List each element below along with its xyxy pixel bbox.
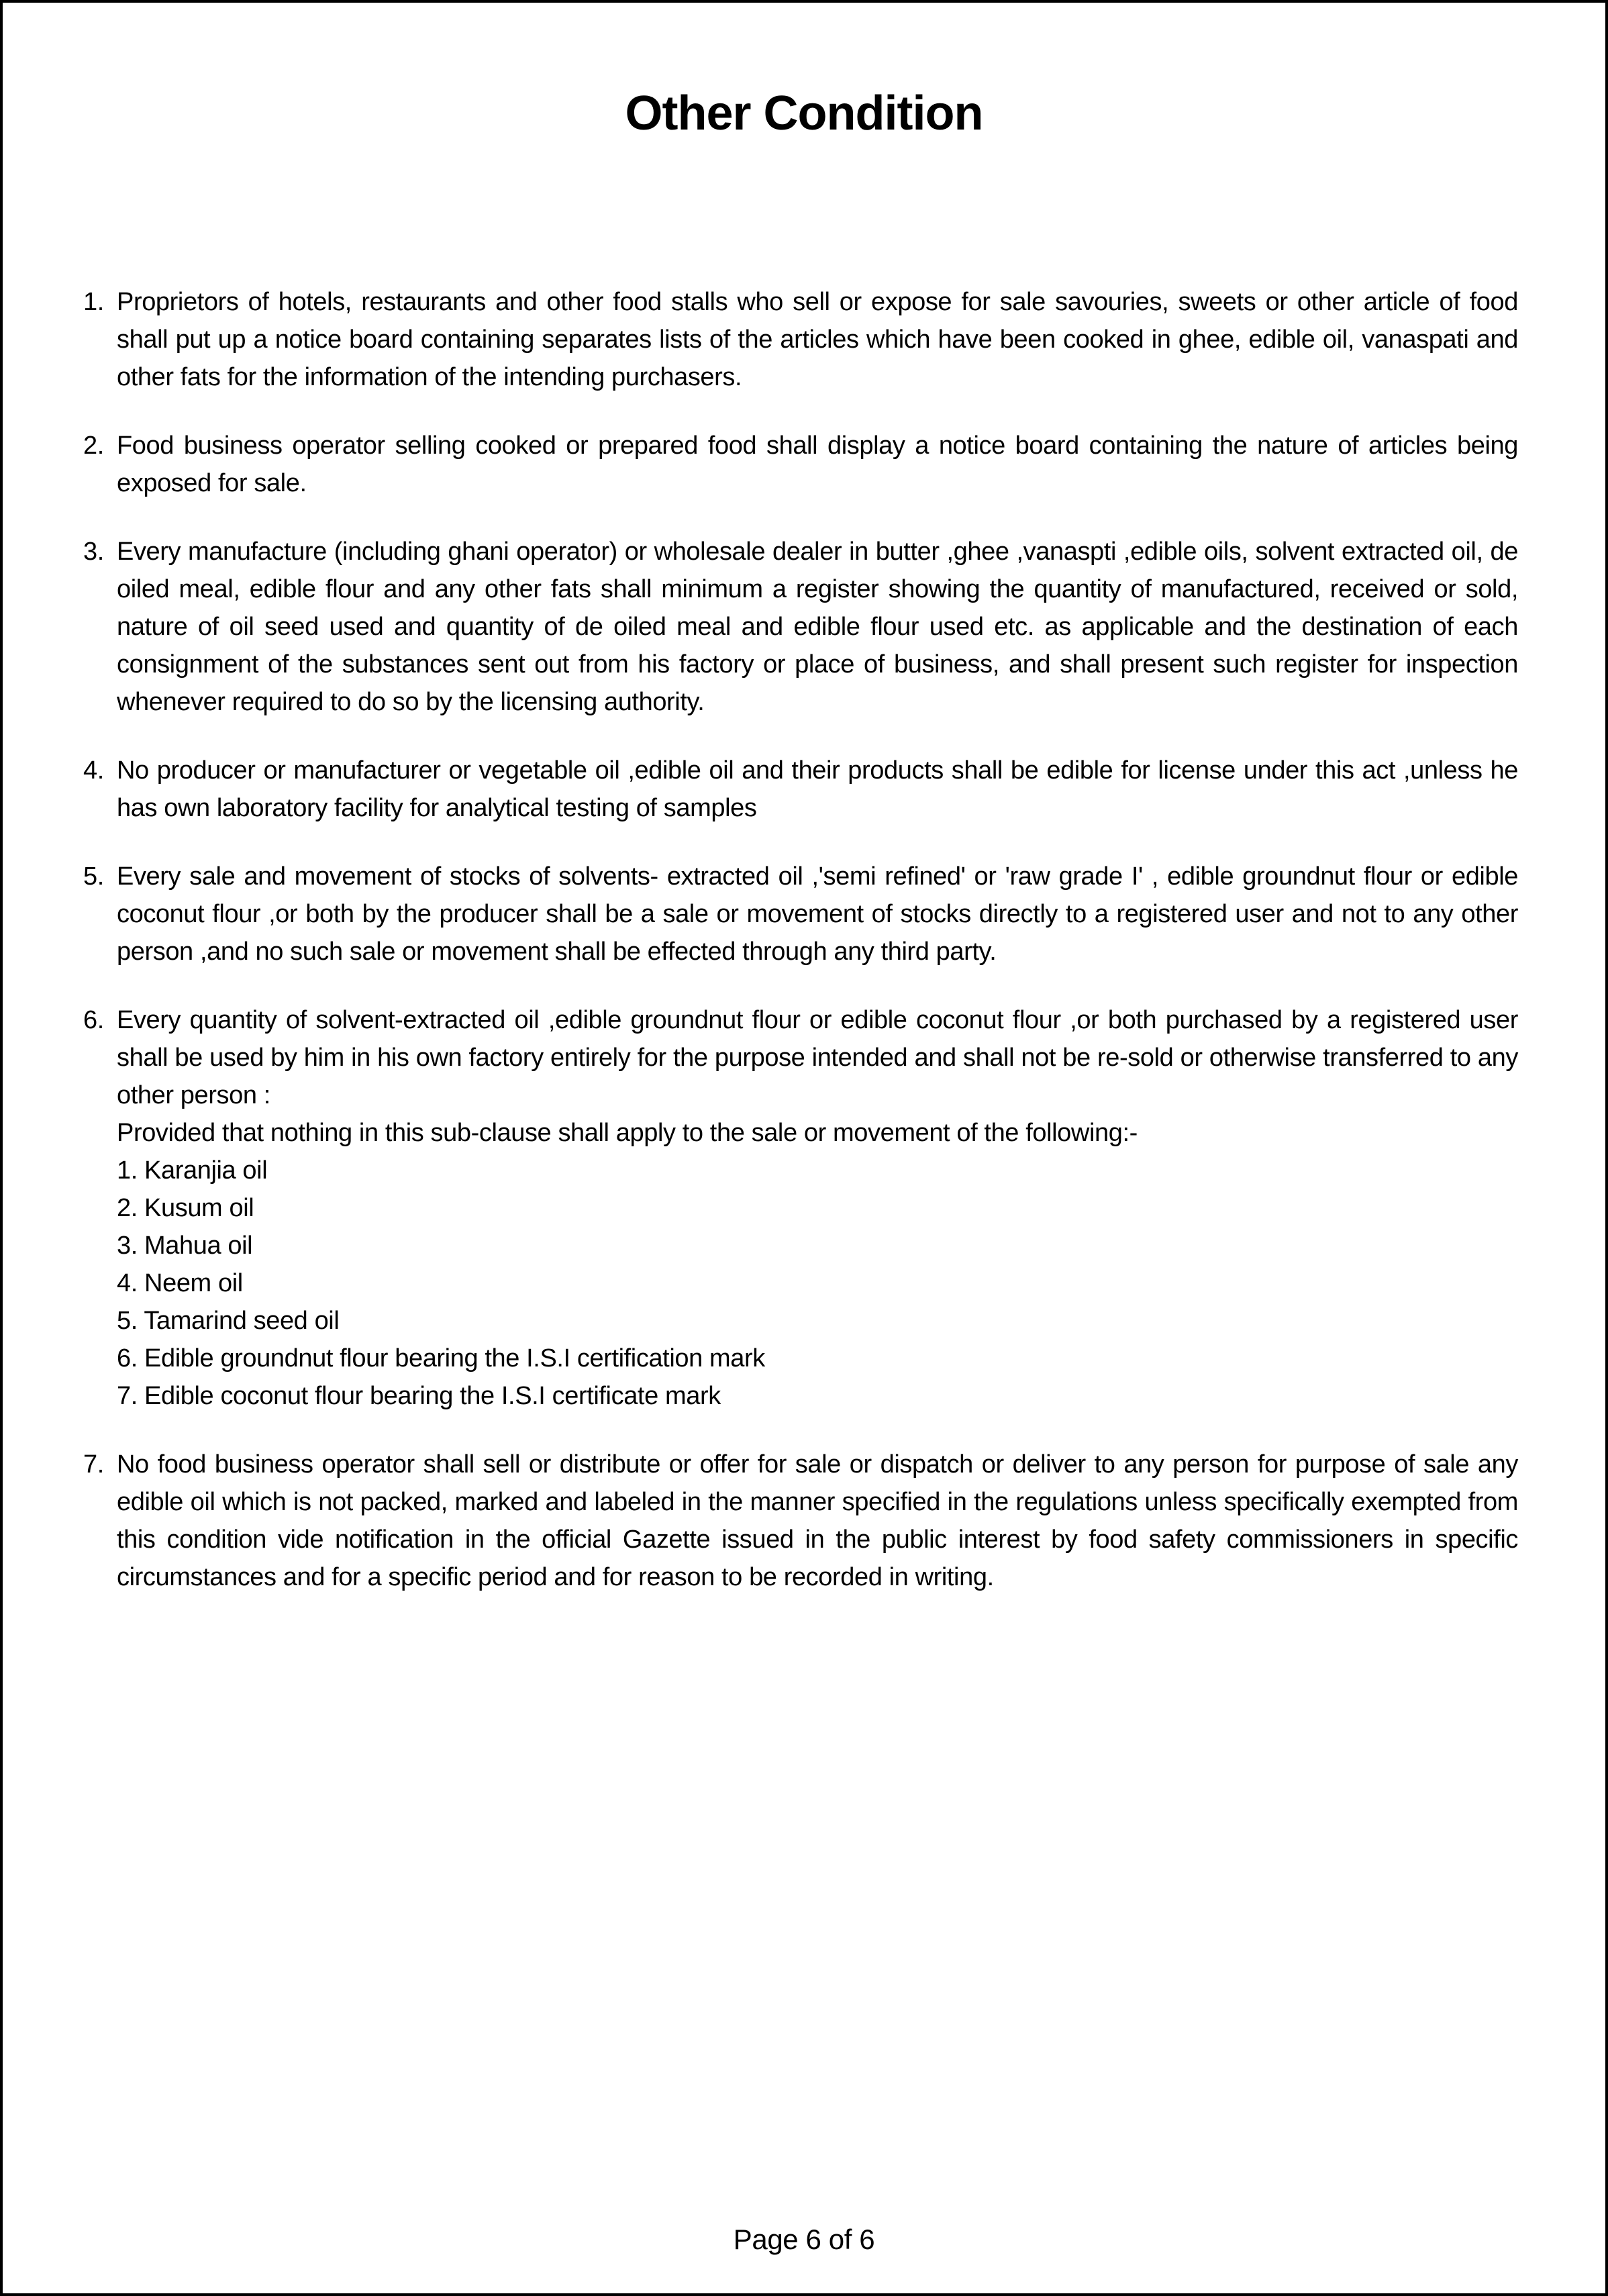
condition-item	[83, 1446, 1518, 1596]
page-number: Page 6 of 6	[733, 2224, 875, 2255]
condition-sub-item: 1. Karanjia oil	[117, 1156, 268, 1185]
condition-text: No food business operator shall sell or distribute or offer for sale or dispatch or deliver to any person for purpose of sale any edible oil which is not packed, marked and labeled in the manner specified in the regulations unless specifically exempted from this condition vide notification in the official Gazette issued in the public interest by food safety commissioners in specific circumstances and for a specific period and for reason to be recorded in writing.	[117, 1450, 1518, 1591]
condition-sub-item: 4. Neem oil	[117, 1269, 243, 1297]
conditions-list	[83, 283, 1518, 1596]
condition-number: 2.	[83, 432, 104, 460]
condition-extra	[117, 1114, 1518, 1415]
condition-text: Food business operator selling cooked or prepared food shall display a notice board containing the nature of articles being exposed for sale.	[117, 432, 1518, 497]
page-title: Other Condition	[625, 87, 983, 140]
condition-proviso: Provided that nothing in this sub-clause shall apply to the sale or movement of the following:-	[117, 1119, 1138, 1147]
condition-text: Every quantity of solvent-extracted oil ,edible groundnut flour or edible coconut flour ,or both purchased by a registered user shall be used by him in his own factory entirely for the purpose intended and shall not be re-sold or otherwise transferred to any other person :	[117, 1006, 1518, 1109]
condition-number: 4.	[83, 756, 104, 785]
condition-sub-item: 6. Edible groundnut flour bearing the I.S.I certification mark	[117, 1344, 765, 1372]
condition-sub-item: 3. Mahua oil	[117, 1232, 253, 1260]
condition-text: Proprietors of hotels, restaurants and other food stalls who sell or expose for sale savouries, sweets or other article of food shall put up a notice board containing separates lists of the articles which have been cooked in ghee, edible oil, vanaspati and other fats for the information of the intending purchasers.	[117, 288, 1518, 391]
condition-item	[83, 858, 1518, 970]
condition-number: 7.	[83, 1450, 104, 1479]
condition-sub-item: 2. Kusum oil	[117, 1194, 254, 1222]
condition-sub-item: 7. Edible coconut flour bearing the I.S.I certificate mark	[117, 1382, 721, 1410]
condition-item	[83, 283, 1518, 396]
condition-item	[83, 427, 1518, 502]
condition-item	[83, 752, 1518, 827]
condition-text: Every manufacture (including ghani operator) or wholesale dealer in butter ,ghee ,vanaspti ,edible oils, solvent extracted oil, de oiled meal, edible flour and any other fats shall minimum a register showing the quantity of manufactured, received or sold, nature of oil seed used and quantity of de oiled meal and edible flour used etc. as applicable and the destination of each consignment of the substances sent out from his factory or place of business, and shall present such register for inspection whenever required to do so by the licensing authority.	[117, 538, 1518, 716]
condition-number: 1.	[83, 288, 104, 316]
condition-item	[83, 1001, 1518, 1415]
condition-text: Every sale and movement of stocks of solvents- extracted oil ,'semi refined' or 'raw grade I' , edible groundnut flour or edible coconut flour ,or both by the producer shall be a sale or movement of stocks directly to a registered user and not to any other person ,and no such sale or movement shall be effected through any third party.	[117, 862, 1518, 966]
condition-number: 6.	[83, 1006, 104, 1034]
condition-number: 3.	[83, 538, 104, 566]
condition-text: No producer or manufacturer or vegetable oil ,edible oil and their products shall be edible for license under this act ,unless he has own laboratory facility for analytical testing of samples	[117, 756, 1518, 822]
condition-sub-item: 5. Tamarind seed oil	[117, 1307, 340, 1335]
condition-item	[83, 533, 1518, 721]
condition-number: 5.	[83, 862, 104, 891]
